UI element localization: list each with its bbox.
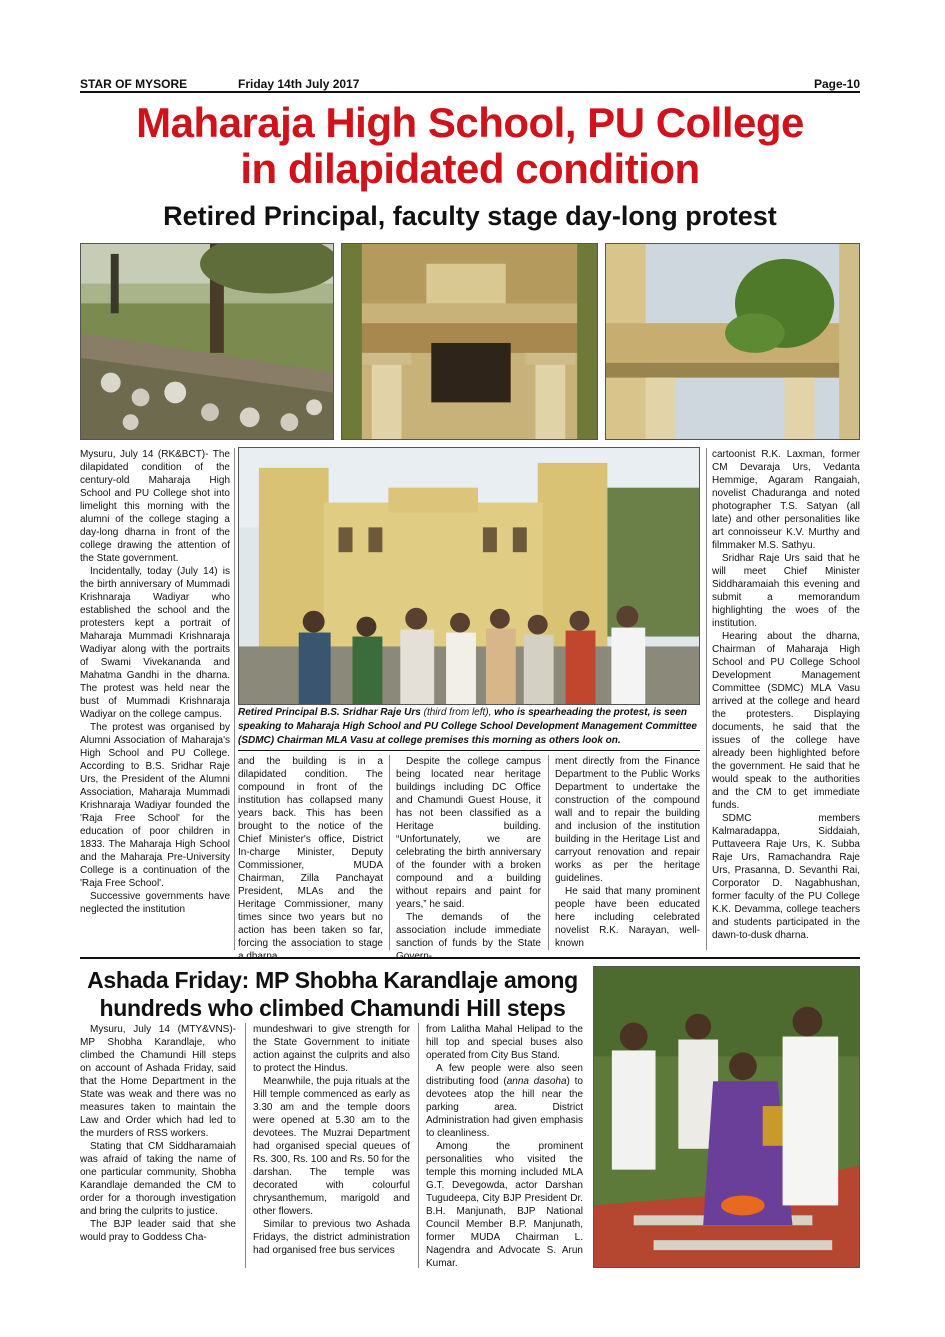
text-span: A few people were also seen distributing food ( <box>426 1063 583 1087</box>
text-span: ) to devotees atop the hill near the parking area. District Administration had given emphasis to cleanliness. <box>426 1076 583 1139</box>
paragraph: He said that many prominent people have been educated here including celebrated novelist R.K. Narayan, well-known <box>555 886 700 949</box>
paragraph: Stating that CM Siddharamaiah was afraid of taking the name of one particular community, Shobha Karandlaje demanded the CM to order for a thorough investigation and bring the culprits to justice. <box>80 1141 236 1217</box>
caption-position: (third from left), <box>420 707 495 718</box>
paragraph: SDMC members Kalmaradappa, Siddaiah, Puttaveera Raje Urs, K. Subba Raje Urs, Ramachandra Raje Urs, Prasanna, D. Sevanthi Rai, Corporator D. Nagabhushan, former faculty of the PU College K.K. Devamma, college teachers and students participated in the dawn-to-dusk dharna. <box>712 813 860 941</box>
main-headline-line2: in dilapidated condition <box>240 145 700 192</box>
issue-date: Friday 14th July 2017 <box>238 77 360 91</box>
story1-column-3 <box>396 755 541 963</box>
column-divider <box>245 1023 246 1268</box>
story1-column-2 <box>238 755 383 963</box>
story1-column-1 <box>80 448 230 916</box>
story1-column-5 <box>712 448 860 942</box>
caption-text: who is spearheading the protest, is seen speaking to Maharaja High School and PU College School Development Management Committee (SDMC) Chairman MLA Vasu at college premises this morning as others look on. <box>238 707 697 746</box>
damaged-pillars-photo <box>341 243 598 440</box>
paragraph: Despite the college campus being located near heritage buildings including DC Office and Chamundi Guest House, it has not been classified as a Heritage building. “Unfortunately, we are celebrating the birth anniversary of the founder with a broken compound and a building without repairs and paint for years,” he said. <box>396 756 541 910</box>
page-number: Page-10 <box>813 77 860 91</box>
main-headline <box>80 100 860 192</box>
story2-column-1 <box>80 1023 236 1244</box>
story2-column-2 <box>253 1023 410 1257</box>
paragraph: Similar to previous two Ashada Fridays, the district administration had organised free bus services <box>253 1219 410 1256</box>
plant-on-roof-photo <box>605 243 860 440</box>
shobha-karandlaje-climbing-steps-photo <box>593 966 860 1268</box>
column-divider <box>418 1023 419 1268</box>
paragraph: The protest was organised by Alumni Association of Maharaja's High School and PU College. According to B.S. Sridhar Raje Urs, the President of the Alumni Association, Maharaja Mummadi Krishnaraja Wadiyar founded the 'Raja Free School' for the education of poor children in 1833. The Maharaja High School and the Maharaja Pre-University College is a continuation of the 'Raja Free School'. <box>80 722 230 889</box>
column-divider <box>548 755 549 950</box>
story2-column-3 <box>426 1023 583 1270</box>
paragraph: Hearing about the dharna, Chairman of Maharaja High School and PU College School Development Management Committee (SDMC) MLA Vasu arrived at the college and heard the protesters. Displaying documents, he said that the issues of the college have already been highlighted before the government. He said that he would speak to the authorities and the CM to get immediate funds. <box>712 631 860 811</box>
paragraph: The demands of the association include immediate sanction of funds by the State <box>396 912 541 949</box>
sub-headline: Retired Principal, faculty stage day-long protest <box>163 201 777 231</box>
paragraph: The BJP leader said that she would pray to Goddess Cha- <box>80 1219 236 1243</box>
paragraph: and the building is in a dilapidated condition. The compound in front of the institution has collapsed many years back. This has been brought to the notice of the Chief Minister's office, District In-charge Minister, Deputy Commissioner, MUDA Chairman, Zilla Panchayat President, MLAs and the Heritage Commissioner, many times since two years but no action has been taken so far, forcing the association to stage <box>238 756 383 949</box>
paragraph: ment directly from the Finance Department to the Public Works Department to undertake the construction of the compound wall and to repair the building and inclusion of the institution building in the Heritage List and carryout renovation and repair works as per the heritage guidelines. <box>555 756 700 884</box>
paragraph <box>426 1062 583 1140</box>
paragraph: Sridhar Raje Urs said that he will meet Chief Minister Siddharamaiah this evening and submit a memorandum highlighting the woes of the institution. <box>712 553 860 629</box>
main-headline-line1: Maharaja High School, PU College <box>136 99 804 146</box>
column-divider <box>706 448 707 950</box>
photo-caption <box>238 706 700 751</box>
paragraph: Mysuru, July 14 (MTY&VNS)- MP Shobha Karandlaje, who climbed the Chamundi Hill steps on account of Ashada Friday, said that the Home Department in the State was weak and there was no measures taken to maintain the Law and Order which had led to the murders of RSS workers. <box>80 1024 236 1139</box>
paragraph: Among the prominent personalities who visited the temple this morning included MLA G.T. Devegowda, actor Darshan Tugudeepa, City BJP President Dr. B.H. Manjunath, BJP National Council Member B.P. Manjunath, former MUDA Chairman L. Nagendra and Advocate S. Arun Kumar. <box>426 1141 583 1269</box>
paragraph: Successive governments have neglected the institution <box>80 891 230 915</box>
second-headline-line2: hundreds who climbed Chamundi Hill steps <box>99 995 566 1021</box>
paragraph: Meanwhile, the puja rituals at the Hill temple commenced as early as 3.30 am and the temple doors were opened at 5.30 am to the devotees. The Muzrai Department had organised special queues of Rs. 300, Rs. 100 and Rs. 50 for the darshan. The temple was decorated with colourful chrysanthemum, marigold and other flowers. <box>253 1076 410 1217</box>
collapsed-compound-wall-photo <box>80 243 334 440</box>
paragraph: Mysuru, July 14 (RK&BCT)- The dilapidated condition of the century-old Maharaja High School and PU College shot into limelight this morning with the alumni of the college staging a day-long dharna in front of the college drawing the attention of the State government. <box>80 449 230 564</box>
paragraph: cartoonist R.K. Laxman, former CM Devaraja Urs, Vedanta Hemmige, Agaram Rangaiah, novelist Chaduranga and noted photographer T.S. Satyan (all late) and other personalities like art connoisseur K.V. Murthy and filmmaker M.S. Sathyu. <box>712 449 860 551</box>
second-headline <box>80 966 585 1022</box>
second-headline-line1: Ashada Friday: MP Shobha Karandlaje among <box>87 967 578 993</box>
paragraph: Incidentally, today (July 14) is the birth anniversary of Mummadi Krishnaraja Wadiyar who established the school and the protesters kept a portrait of Maharaja Mummadi Krishnaraja Wadiyar along with the portraits of Swami Vivekananda and Mahatma Gandhi in the dharna. The protest was held near the bust of Mummadi Krishnaraja Wadiyar on the college campus. <box>80 566 230 720</box>
column-divider <box>234 448 235 950</box>
paragraph: mundeshwari to give strength for the State Government to initiate action against the culprits and also to protect the Hindus. <box>253 1024 410 1074</box>
newspaper-name: STAR OF MYSORE <box>80 77 188 91</box>
masthead <box>80 75 860 93</box>
paragraph: from Lalitha Mahal Helipad to the hill top and special buses also operated from City Bus Stand. <box>426 1024 583 1061</box>
caption-name: Retired Principal B.S. Sridhar Raje Urs <box>238 707 421 718</box>
protest-at-college-photo <box>238 447 700 705</box>
italic-term: anna dasoha <box>506 1076 567 1087</box>
story-separator <box>80 957 860 959</box>
story1-column-4 <box>555 755 700 950</box>
column-divider <box>389 755 390 950</box>
